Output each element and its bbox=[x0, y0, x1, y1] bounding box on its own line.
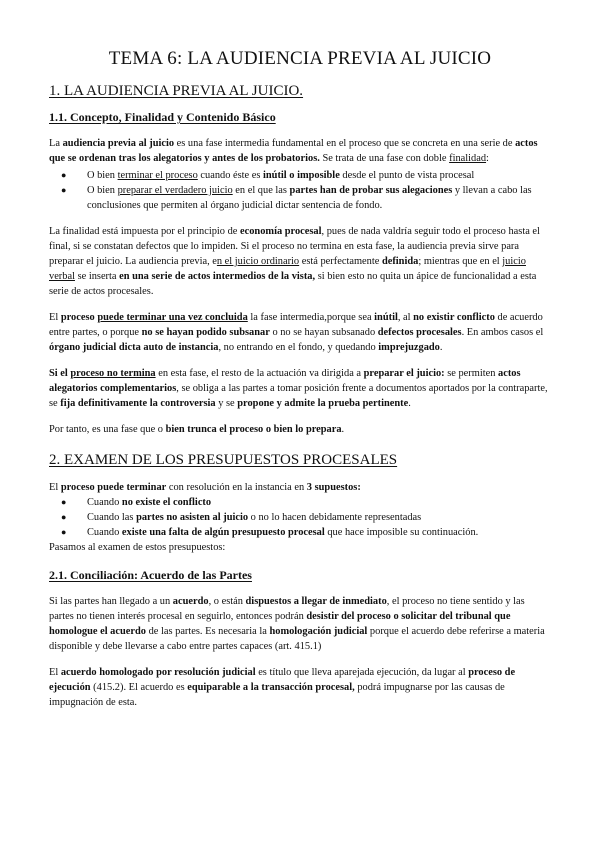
bold-text: proceso bbox=[60, 312, 98, 323]
list-item bbox=[49, 168, 551, 183]
bold-text: acuerdo bbox=[172, 596, 209, 607]
bold-text: no se hayan podido subsanar bbox=[141, 327, 270, 338]
bold-text: órgano judicial dicta auto de instancia bbox=[49, 342, 219, 353]
list-item bbox=[49, 183, 551, 213]
underlined-text: terminar el proceso bbox=[117, 170, 198, 181]
text: podrá impugnarse por las causas de impugnación de esta. bbox=[49, 682, 505, 708]
paragraph-conclusion bbox=[49, 422, 551, 437]
bold-text: desistir del proceso o solicitar del tribunal que homologue el acuerdo bbox=[49, 611, 511, 637]
text: O bien bbox=[87, 170, 118, 181]
paragraph-conciliacion bbox=[49, 594, 551, 654]
text: El bbox=[49, 482, 61, 493]
bold-text: audiencia previa al juicio bbox=[62, 138, 175, 149]
bold-text: no existe el conflicto bbox=[121, 497, 212, 508]
section-1-heading-text: 1. LA AUDIENCIA PREVIA AL JUICIO. bbox=[49, 83, 304, 99]
bullet-icon: ● bbox=[61, 527, 67, 537]
bold-text: actos que se ordenan tras los alegatorios y antes de los probatorios. bbox=[49, 138, 538, 164]
bold-text: bien trunca el proceso o bien lo prepara bbox=[165, 424, 342, 435]
underlined-text: finalidad bbox=[449, 153, 487, 164]
underlined-text: n el juicio ordinario bbox=[216, 256, 300, 267]
text: , no entrando en el fondo, y quedando bbox=[218, 342, 379, 353]
bold-text: proceso puede terminar bbox=[60, 482, 167, 493]
bold-text: fija definitivamente la controversia bbox=[60, 398, 216, 409]
bullet-icon: ● bbox=[61, 512, 67, 522]
section-2-heading bbox=[49, 451, 551, 469]
text: si bien esto no quita un ápice de funcionalidad a esta serie de actos procesales. bbox=[49, 271, 537, 297]
bold-text: no existir conflicto bbox=[413, 312, 495, 323]
paragraph-preparacion bbox=[49, 366, 551, 411]
paragraph-supuestos bbox=[49, 480, 551, 495]
bold-text: inútil o imposible bbox=[263, 170, 340, 181]
text: se inserta bbox=[74, 271, 120, 282]
bold-text: partes han de probar sus alegaciones bbox=[289, 185, 453, 196]
text: Cuando bbox=[87, 527, 122, 538]
bold-underlined-text: puede terminar una vez concluida bbox=[97, 312, 248, 323]
bold-text: existe una falta de algún presupuesto procesal bbox=[121, 527, 325, 538]
supuestos-list bbox=[49, 495, 551, 540]
text: Si las partes han llegado a un bbox=[49, 596, 173, 607]
text: de acuerdo entre partes, o porque bbox=[49, 312, 543, 338]
bold-text: definida bbox=[381, 256, 419, 267]
text: (415.2). El acuerdo es bbox=[90, 682, 188, 693]
text: Cuando las bbox=[87, 512, 137, 523]
text: Por tanto, es una fase que o bbox=[49, 424, 166, 435]
paragraph-pasamos: Pasamos al examen de estos presupuestos: bbox=[49, 542, 226, 553]
bullet-icon: ● bbox=[61, 170, 67, 180]
text: El bbox=[49, 312, 61, 323]
document-page bbox=[49, 48, 551, 710]
paragraph-terminacion bbox=[49, 310, 551, 355]
subsection-2-1-text: 2.1. Conciliación: Acuerdo de las Partes bbox=[49, 568, 252, 582]
text: , el proceso no tiene sentido y las partes no tienen interés procesal en seguirlo, entonces podrán bbox=[49, 596, 525, 622]
text: y se bbox=[215, 398, 238, 409]
text: O bien bbox=[87, 185, 118, 196]
text: La bbox=[49, 138, 63, 149]
bold-text: defectos procesales bbox=[377, 327, 462, 338]
text: . bbox=[408, 398, 411, 409]
text: se permiten bbox=[444, 368, 499, 379]
text: Se trata de una fase con doble bbox=[319, 153, 450, 164]
subsection-1-1-heading bbox=[49, 110, 551, 125]
list-item bbox=[49, 495, 551, 510]
text: es una fase intermedia fundamental en el proceso que se concreta en una serie de bbox=[174, 138, 516, 149]
underlined-text: preparar el verdadero juicio bbox=[117, 185, 233, 196]
text: . bbox=[439, 342, 443, 353]
bold-text: proceso de ejecución bbox=[49, 667, 516, 693]
text: que hace imposible su continuación. bbox=[324, 527, 479, 538]
underlined-text: juicio verbal bbox=[49, 256, 526, 282]
text: o no lo hacen debidamente representadas bbox=[248, 512, 422, 523]
bold-text: dispuestos a llegar de inmediato bbox=[245, 596, 387, 607]
text: con resolución en la instancia en bbox=[166, 482, 307, 493]
text: la fase intermedia,porque sea bbox=[247, 312, 375, 323]
text: cuando éste es bbox=[197, 170, 264, 181]
bold-text: Si el bbox=[49, 368, 71, 379]
bold-underlined-text: proceso no termina bbox=[70, 368, 156, 379]
section-1-heading bbox=[49, 82, 551, 100]
bold-text: 3 supuestos: bbox=[306, 482, 361, 493]
bold-text: economía procesal bbox=[240, 226, 322, 237]
text: porque el acuerdo debe referirse a materia disponible y debe llevarse a cabo entre partes capaces (art. 415.1) bbox=[49, 626, 545, 652]
text: es título que lleva aparejada ejecución, da lugar al bbox=[255, 667, 469, 678]
text: Cuando bbox=[87, 497, 122, 508]
bold-text: actos alegatorios complementarios bbox=[49, 368, 521, 394]
text: , al bbox=[397, 312, 414, 323]
text: . bbox=[341, 424, 345, 435]
text: y llevan a cabo las conclusiones que permiten al órgano judicial dictar sentencia de fondo. bbox=[87, 185, 532, 211]
text: . En ambos casos el bbox=[461, 327, 544, 338]
bold-text: homologación judicial bbox=[269, 626, 368, 637]
bold-text: inútil bbox=[374, 312, 398, 323]
subsection-2-1-heading bbox=[49, 568, 551, 583]
bold-text: preparar el juicio: bbox=[363, 368, 445, 379]
text: La finalidad está impuesta por el principio de bbox=[49, 226, 241, 237]
section-2-heading-text: 2. EXAMEN DE LOS PRESUPUESTOS PROCESALES bbox=[49, 452, 398, 468]
text: está perfectamente bbox=[299, 256, 382, 267]
bold-text: acuerdo homologado por resolución judicial bbox=[60, 667, 256, 678]
text: de las partes. Es necesaria la bbox=[145, 626, 270, 637]
paragraph-1-1-intro bbox=[49, 136, 551, 166]
text: , se obliga a las partes a tomar posición frente a documentos aportados por la contraparte, se bbox=[49, 383, 548, 409]
bullet-icon: ● bbox=[61, 185, 67, 195]
text: en el que las bbox=[232, 185, 290, 196]
text: ; mientras que en el bbox=[418, 256, 503, 267]
bold-text: equiparable a la transacción procesal, bbox=[187, 682, 355, 693]
bold-text: en una serie de actos intermedios de la vista, bbox=[119, 271, 316, 282]
text: desde el punto de vista procesal bbox=[339, 170, 475, 181]
bold-text: imprejuzgado bbox=[378, 342, 440, 353]
list-item bbox=[49, 525, 551, 540]
list-item bbox=[49, 510, 551, 525]
text: en esta fase, el resto de la actuación va dirigida a bbox=[155, 368, 364, 379]
text: El bbox=[49, 667, 61, 678]
page-title: TEMA 6: LA AUDIENCIA PREVIA AL JUICIO bbox=[108, 48, 492, 69]
subsection-1-1-text: 1.1. Concepto, Finalidad y Contenido Básico bbox=[49, 110, 276, 124]
bullet-icon: ● bbox=[61, 497, 67, 507]
text: : bbox=[486, 153, 489, 164]
text: , o están bbox=[208, 596, 246, 607]
bold-text: partes no asisten al juicio bbox=[136, 512, 249, 523]
paragraph-acuerdo-homologado bbox=[49, 665, 551, 710]
text: , pues de nada valdría seguir todo el proceso hasta el final, si se constatan defectos que lo impiden. Si el proceso no termina en esta fase, la audiencia previa sirve para preparar el juicio. La audiencia previa, e bbox=[49, 226, 540, 267]
paragraph-finalidad bbox=[49, 224, 551, 299]
text: o no se hayan subsanado bbox=[269, 327, 378, 338]
finalidad-list bbox=[49, 168, 551, 213]
bold-text: propone y admite la prueba pertinente bbox=[237, 398, 409, 409]
